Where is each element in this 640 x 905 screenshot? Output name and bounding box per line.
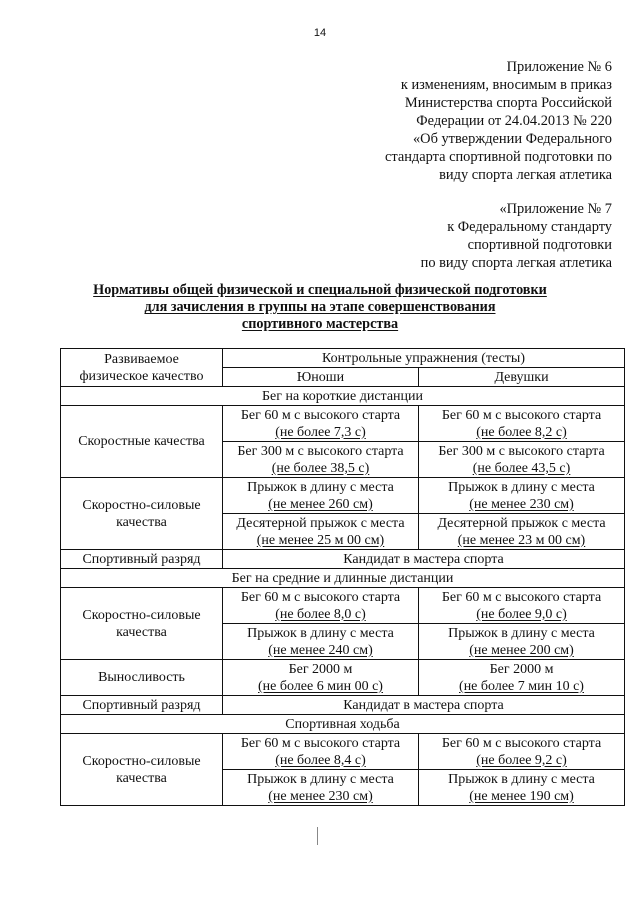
rank-label-cell: Спортивный разряд [61, 550, 223, 569]
quality-line: Выносливость [98, 670, 185, 685]
document-title [0, 282, 640, 333]
exercise-name: Прыжок в длину с места [448, 771, 595, 787]
quality-line: качества [116, 770, 167, 786]
section-title-cell: Бег на средние и длинные дистанции [61, 569, 625, 588]
annex-6-header [385, 58, 612, 184]
annex-line: к Федеральному стандарту [447, 219, 612, 235]
title-line: Нормативы общей физической и специальной физической подготовки [93, 282, 547, 298]
table-row [61, 478, 625, 514]
girls-norm-cell [419, 588, 625, 624]
title-line: для зачисления в группы на этапе совершенствования [144, 299, 496, 315]
girls-norm-cell [419, 770, 625, 806]
annex-line: виду спорта легкая атлетика [439, 167, 612, 183]
annex-line: стандарта спортивной подготовки по [384, 149, 612, 165]
table-row [61, 734, 625, 770]
exercise-name: Прыжок в длину с места [448, 479, 595, 495]
girls-norm-cell [419, 734, 625, 770]
header-tests-cell: Контрольные упражнения (тесты) [223, 349, 625, 368]
exercise-name: Бег 300 м с высокого старта [237, 443, 404, 459]
table-row [61, 660, 625, 696]
table-row [61, 406, 625, 442]
exercise-name: Бег 60 м с высокого старта [240, 407, 401, 423]
quality-cell [61, 478, 223, 550]
girls-norm-cell [419, 406, 625, 442]
norms-table [60, 348, 625, 806]
exercise-name: Десятерной прыжок с места [437, 515, 606, 531]
annex-line: «Об утверждении Федерального [412, 131, 612, 147]
rank-label-cell: Спортивный разряд [61, 696, 223, 715]
girls-norm-cell [419, 442, 625, 478]
page-number: 14 [313, 27, 327, 39]
annex-line: Приложение № 6 [506, 59, 612, 75]
norm-value: (не менее 200 см) [469, 642, 574, 658]
norm-value: (не более 6 мин 00 с) [258, 678, 383, 694]
boys-norm-cell [223, 514, 419, 550]
boys-norm-cell [223, 660, 419, 696]
norm-value: (не более 9,2 с) [476, 752, 567, 768]
header-boys-cell: Юноши [223, 368, 419, 387]
exercise-name: Десятерной прыжок с места [236, 515, 405, 531]
scan-mark [317, 827, 318, 845]
girls-norm-cell [419, 478, 625, 514]
section-title-row [61, 387, 625, 406]
quality-line: Скоростно-силовые [82, 497, 201, 513]
exercise-name: Бег 60 м с высокого старта [441, 407, 602, 423]
annex-line: «Приложение № 7 [499, 201, 612, 217]
norm-value: (не менее 190 см) [469, 788, 574, 804]
table-row [61, 588, 625, 624]
norm-value: (не более 8,4 с) [275, 752, 366, 768]
boys-norm-cell [223, 478, 419, 514]
annex-7-header [421, 200, 612, 272]
exercise-name: Бег 60 м с высокого старта [240, 735, 401, 751]
girls-norm-cell [419, 624, 625, 660]
norm-value: (не менее 240 см) [268, 642, 373, 658]
quality-cell [61, 406, 223, 478]
boys-norm-cell [223, 624, 419, 660]
boys-norm-cell [223, 734, 419, 770]
boys-norm-cell [223, 442, 419, 478]
quality-cell [61, 734, 223, 806]
quality-line: Скоростные качества [78, 434, 205, 449]
boys-norm-cell [223, 406, 419, 442]
norm-value: (не более 9,0 с) [476, 606, 567, 622]
header-girls-cell: Девушки [419, 368, 625, 387]
exercise-name: Прыжок в длину с места [247, 771, 394, 787]
exercise-name: Бег 2000 м [288, 661, 353, 677]
quality-line: Скоростно-силовые [82, 753, 201, 769]
title-line: спортивного мастерства [241, 316, 399, 332]
exercise-name: Бег 60 м с высокого старта [441, 589, 602, 605]
norm-value: (не более 43,5 с) [472, 460, 571, 476]
section-title-row [61, 715, 625, 734]
annex-line: по виду спорта легкая атлетика [420, 255, 612, 271]
header-quality-line: Развиваемое [104, 351, 179, 367]
boys-norm-cell [223, 588, 419, 624]
annex-line: Федерации от 24.04.2013 № 220 [416, 113, 612, 129]
header-quality-cell [61, 349, 223, 387]
norm-value: (не более 38,5 с) [271, 460, 370, 476]
rank-value-cell: Кандидат в мастера спорта [223, 550, 625, 569]
norm-value: (не менее 260 см) [268, 496, 373, 512]
quality-line: качества [116, 514, 167, 530]
norm-value: (не менее 25 м 00 см) [256, 532, 385, 548]
exercise-name: Прыжок в длину с места [247, 625, 394, 641]
exercise-name: Прыжок в длину с места [448, 625, 595, 641]
annex-line: спортивной подготовки [467, 237, 612, 253]
rank-row [61, 696, 625, 715]
norm-value: (не менее 230 см) [469, 496, 574, 512]
quality-cell [61, 660, 223, 696]
norm-value: (не более 7,3 с) [275, 424, 366, 440]
annex-line: к изменениям, вносимым в приказ [400, 77, 612, 93]
exercise-name: Бег 60 м с высокого старта [240, 589, 401, 605]
table-header-row [61, 349, 625, 368]
quality-cell [61, 588, 223, 660]
section-title-cell: Бег на короткие дистанции [61, 387, 625, 406]
annex-line: Министерства спорта Российской [404, 95, 612, 111]
norm-value: (не менее 23 м 00 см) [457, 532, 586, 548]
section-title-cell: Спортивная ходьба [61, 715, 625, 734]
norms-table-body [61, 349, 625, 806]
section-title-row [61, 569, 625, 588]
exercise-name: Прыжок в длину с места [247, 479, 394, 495]
rank-value-cell: Кандидат в мастера спорта [223, 696, 625, 715]
header-quality-line: физическое качество [79, 368, 204, 384]
girls-norm-cell [419, 514, 625, 550]
boys-norm-cell [223, 770, 419, 806]
norm-value: (не менее 230 см) [268, 788, 373, 804]
norm-value: (не более 7 мин 10 с) [459, 678, 584, 694]
girls-norm-cell [419, 660, 625, 696]
exercise-name: Бег 2000 м [489, 661, 554, 677]
exercise-name: Бег 300 м с высокого старта [438, 443, 605, 459]
norm-value: (не более 8,0 с) [275, 606, 366, 622]
exercise-name: Бег 60 м с высокого старта [441, 735, 602, 751]
quality-line: Скоростно-силовые [82, 607, 201, 623]
rank-row [61, 550, 625, 569]
norm-value: (не более 8,2 с) [476, 424, 567, 440]
quality-line: качества [116, 624, 167, 640]
